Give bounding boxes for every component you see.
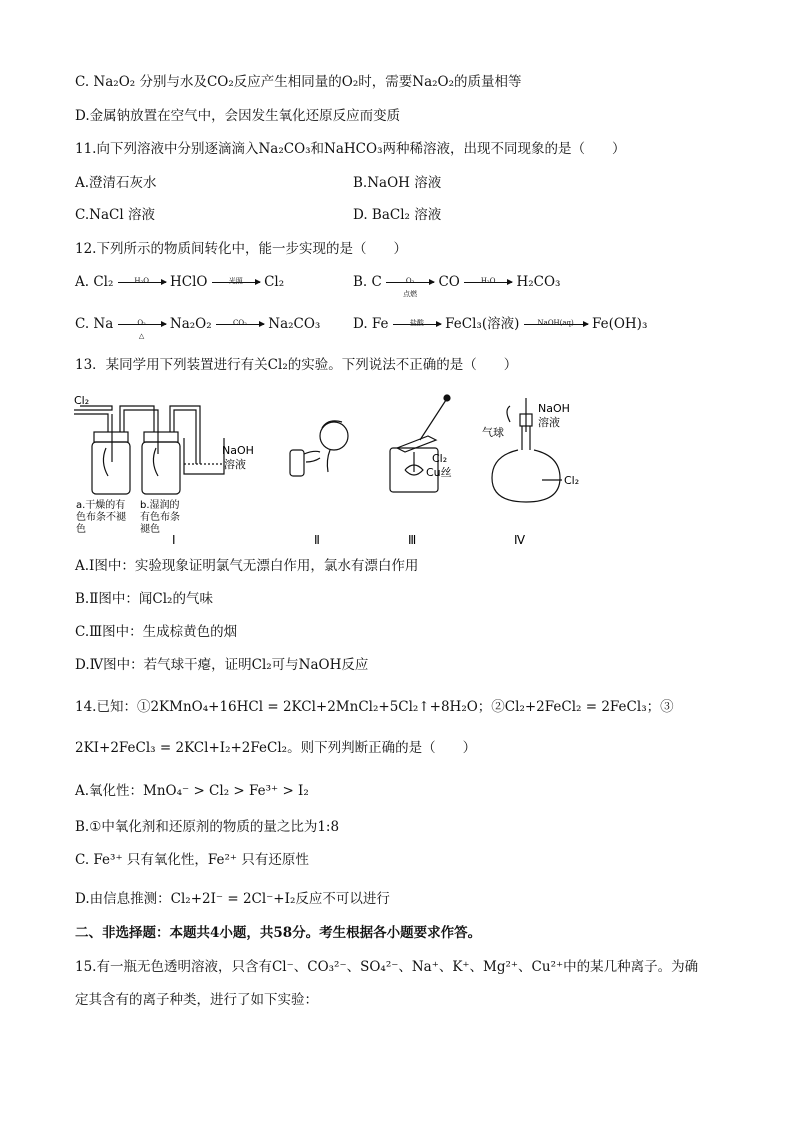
- q12-c-start: C. Na: [75, 316, 114, 332]
- q14-option-d: D.由信息推测：Cl₂+2I⁻ = 2Cl⁻+I₂反应不可以进行: [75, 891, 390, 907]
- section-heading: 二、非选择题：本题共4小题，共58分。考生根据各小题要求作答。: [75, 925, 482, 941]
- figure-label-iii: Ⅲ: [408, 533, 417, 547]
- question-13: 13．某同学用下列装置进行有关Cl₂的实验。下列说法不正确的是（ ）: [75, 357, 518, 373]
- apparatus-svg: [72, 392, 592, 547]
- option-c-na2o2: C. Na₂O₂ 分别与水及CO₂反应产生相同量的O₂时，需要Na₂O₂的质量相等: [75, 74, 522, 90]
- q12-c-mid: Na₂O₂: [169, 316, 212, 332]
- q11-option-a: A.澄清石灰水: [75, 175, 157, 191]
- q14-option-a: A.氧化性：MnO₄⁻ > Cl₂ > Fe³⁺ > I₂: [75, 783, 309, 799]
- fig4-naoh-label: NaOH: [538, 402, 570, 415]
- arrow-condition: △: [138, 331, 145, 340]
- bottle-b-label-1: b.湿润的: [140, 500, 180, 511]
- arrow-condition: H₂O: [480, 276, 496, 285]
- q14-option-b: B.①中氧化剂和还原剂的物质的量之比为1:8: [75, 819, 340, 835]
- q12-a-start: A. Cl₂: [75, 274, 114, 290]
- fig4-cl2-label: Cl₂: [564, 474, 580, 487]
- reaction-arrow: [118, 273, 166, 293]
- reaction-arrow: [464, 273, 512, 293]
- question-14-line-2: 2KI+2FeCl₃ = 2KCl+I₂+2FeCl₂。则下列判断正确的是（ ）: [75, 740, 477, 756]
- fig4-balloon-label: 气球: [482, 426, 504, 439]
- bottle-a-label-2: 色布条不褪: [76, 512, 126, 523]
- q12-option-c: [75, 314, 321, 340]
- fig3-cu-label: Cu丝: [426, 466, 452, 479]
- apparatus-figure: [72, 392, 592, 547]
- naoh-label: NaOH: [222, 444, 254, 457]
- reaction-arrow: [118, 315, 166, 340]
- reaction-arrow: [524, 315, 588, 335]
- arrow-condition: O₂: [137, 318, 146, 327]
- q12-d-start: D. Fe: [353, 316, 389, 332]
- q11-option-d: D. BaCl₂ 溶液: [353, 207, 442, 223]
- naoh-solution-label: 溶液: [224, 458, 246, 471]
- question-12: 12.下列所示的物质间转化中，能一步实现的是（ ）: [75, 241, 407, 257]
- arrow-condition: 光照: [228, 276, 243, 285]
- reaction-arrow: [393, 315, 441, 335]
- figure-label-i: Ⅰ: [172, 533, 176, 547]
- arrow-condition: O₂: [405, 276, 415, 285]
- q14-option-c: C. Fe³⁺ 只有氧化性，Fe²⁺ 只有还原性: [75, 852, 309, 868]
- reaction-arrow: [216, 315, 264, 335]
- arrow-condition: 点燃: [403, 289, 418, 298]
- q12-b-mid: CO: [438, 274, 460, 290]
- q12-c-end: Na₂CO₃: [268, 316, 321, 332]
- question-11: 11.向下列溶液中分别逐滴滴入Na₂CO₃和NaHCO₃两种稀溶液，出现不同现象的是（ ）: [75, 141, 626, 157]
- bottle-a-label-1: a.干燥的有: [76, 500, 126, 511]
- arrow-condition: NaOH(aq): [537, 318, 574, 327]
- q12-option-b: [353, 272, 561, 298]
- figure-label-iv: Ⅳ: [514, 533, 526, 547]
- arrow-condition: 盐酸: [409, 318, 424, 327]
- cl2-inlet-label: Cl₂: [74, 394, 90, 407]
- question-14-line-1: 14.已知：①2KMnO₄+16HCl = 2KCl+2MnCl₂+5Cl₂↑+8H₂O；②Cl₂+2FeCl₂ = 2FeCl₃；③: [75, 699, 674, 715]
- fig4-solution-label: 溶液: [538, 416, 560, 429]
- q12-a-end: Cl₂: [264, 274, 285, 290]
- bottle-b-label-3: 褪色: [140, 524, 160, 535]
- q13-option-c: C.Ⅲ图中：生成棕黄色的烟: [75, 624, 238, 640]
- bottle-a-label-3: 色: [76, 524, 86, 535]
- q13-option-d: D.Ⅳ图中：若气球干瘪，证明Cl₂可与NaOH反应: [75, 657, 369, 673]
- question-15-line-2: 定其含有的离子种类，进行了如下实验：: [75, 992, 318, 1008]
- reaction-arrow: [386, 273, 434, 298]
- q12-d-end: Fe(OH)₃: [591, 316, 648, 332]
- fig3-cl2-label: Cl₂: [432, 452, 448, 465]
- q11-option-b: B.NaOH 溶液: [353, 175, 442, 191]
- q12-b-start: B. C: [353, 274, 382, 290]
- q12-b-end: H₂CO₃: [516, 274, 561, 290]
- q13-option-b: B.Ⅱ图中：闻Cl₂的气味: [75, 591, 213, 607]
- q11-option-c: C.NaCl 溶液: [75, 207, 155, 223]
- q12-d-mid: FeCl₃(溶液): [445, 316, 520, 332]
- reaction-arrow: [212, 273, 260, 293]
- q12-option-a: [75, 272, 284, 293]
- q12-a-mid: HClO: [169, 274, 208, 290]
- arrow-condition: H₂O: [134, 276, 150, 285]
- option-d-sodium: D.金属钠放置在空气中，会因发生氧化还原反应而变质: [75, 108, 401, 124]
- figure-label-ii: Ⅱ: [314, 533, 320, 547]
- bottle-b-label-2: 有色布条: [140, 512, 180, 523]
- arrow-condition: CO₂: [233, 318, 247, 327]
- question-15-line-1: 15.有一瓶无色透明溶液，只含有Cl⁻、CO₃²⁻、SO₄²⁻、Na⁺、K⁺、Mg²⁺、Cu²⁺中的某几种离子。为确: [75, 959, 699, 975]
- q13-option-a: A.Ⅰ图中：实验现象证明氯气无漂白作用，氯水有漂白作用: [75, 558, 419, 574]
- q12-option-d: [353, 314, 647, 335]
